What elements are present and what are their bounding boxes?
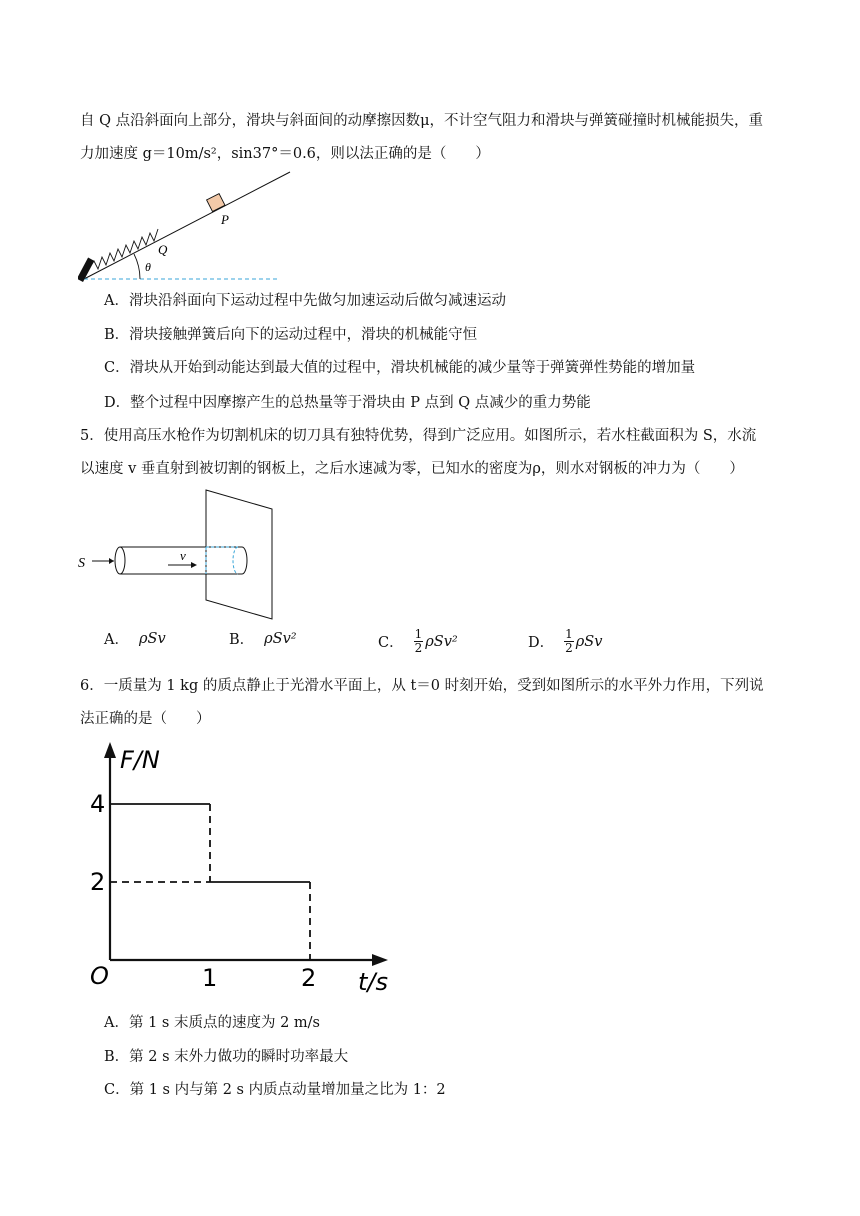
y-axis-arrow xyxy=(104,742,116,758)
x-tick-1: 1 xyxy=(202,964,218,992)
label-S: S xyxy=(78,556,85,571)
q5-option-d-denominator: 2 xyxy=(565,641,573,655)
q5-option-b xyxy=(229,628,297,664)
q5-stem-line-2: 以速度 v 垂直射到被切割的钢板上，之后水速减为零，已知水的密度为ρ，则水对钢板的冲力为（ ） xyxy=(80,461,744,477)
q5-option-c-denominator: 2 xyxy=(414,641,423,655)
q5-option-c xyxy=(378,628,458,664)
y-tick-2: 2 xyxy=(90,868,106,896)
q4-stem-line-2: 力加速度 g＝10m/s²，sin37°＝0.6，则以法正确的是（ ） xyxy=(80,146,490,162)
q5-option-d-fraction xyxy=(564,628,574,655)
q4-option-c: C．滑块从开始到动能达到最大值的过程中，滑块机械能的减少量等于弹簧弹性势能的增加量 xyxy=(104,360,696,376)
q6-option-c: C．第 1 s 内与第 2 s 内质点动量增加量之比为 1：2 xyxy=(104,1082,446,1098)
y-axis-label: F/N xyxy=(120,746,160,774)
q5-option-a-label: A． xyxy=(104,632,129,648)
q6-stem-line-1: 6．一质量为 1 kg 的质点静止于光滑水平面上，从 t＝0 时刻开始，受到如图所示的水平外力作用，下列说 xyxy=(80,678,764,694)
y-tick-4: 4 xyxy=(90,790,106,818)
q5-option-d-expr: ρSv xyxy=(575,633,603,650)
q4-stem-line-1: 自 Q 点沿斜面向上部分，滑块与斜面间的动摩擦因数μ，不计空气阻力和滑块与弹簧碰撞时机械能损失，重 xyxy=(80,113,764,129)
q4-option-a: A．滑块沿斜面向下运动过程中先做匀加速运动后做匀减速运动 xyxy=(104,293,506,309)
q6-option-a: A．第 1 s 末质点的速度为 2 m/s xyxy=(104,1015,320,1031)
q5-option-c-label: C． xyxy=(378,635,404,651)
q6-option-b: B．第 2 s 末外力做功的瞬时功率最大 xyxy=(104,1049,349,1065)
incline-spring-figure xyxy=(78,170,298,285)
q5-option-b-expr: ρSv² xyxy=(264,630,297,647)
q5-option-a-expr: ρSv xyxy=(138,630,166,647)
q5-option-c-fraction xyxy=(414,628,424,655)
q5-option-b-label: B． xyxy=(229,632,255,648)
label-P: P xyxy=(221,212,229,227)
q5-option-c-expr: ρSv² xyxy=(425,633,458,650)
q4-option-d: D．整个过程中因摩擦产生的总热量等于滑块由 P 点到 Q 点减少的重力势能 xyxy=(104,395,591,411)
q6-stem-line-2: 法正确的是（ ） xyxy=(80,711,211,727)
origin-label: O xyxy=(90,962,109,990)
x-axis-arrow xyxy=(372,954,388,966)
water-jet-figure xyxy=(76,487,276,622)
q4-option-b: B．滑块接触弹簧后向下的运动过程中，滑块的机械能守恒 xyxy=(104,327,478,343)
label-Q: Q xyxy=(158,242,168,257)
q5-option-a xyxy=(104,628,166,664)
x-axis-label: t/s xyxy=(358,968,388,996)
q5-option-c-numerator: 1 xyxy=(414,627,423,641)
q5-option-d-label: D． xyxy=(528,635,555,651)
q5-option-d xyxy=(528,628,602,664)
q5-stem-line-1: 5．使用高压水枪作为切割机床的切刀具有独特优势，得到广泛应用。如图所示，若水柱截面积为 S，水流 xyxy=(80,428,757,444)
label-theta: θ xyxy=(145,260,151,274)
q5-option-d-numerator: 1 xyxy=(565,627,573,641)
label-v: v xyxy=(180,548,186,563)
x-tick-2: 2 xyxy=(301,964,317,992)
force-time-chart xyxy=(80,740,400,1000)
